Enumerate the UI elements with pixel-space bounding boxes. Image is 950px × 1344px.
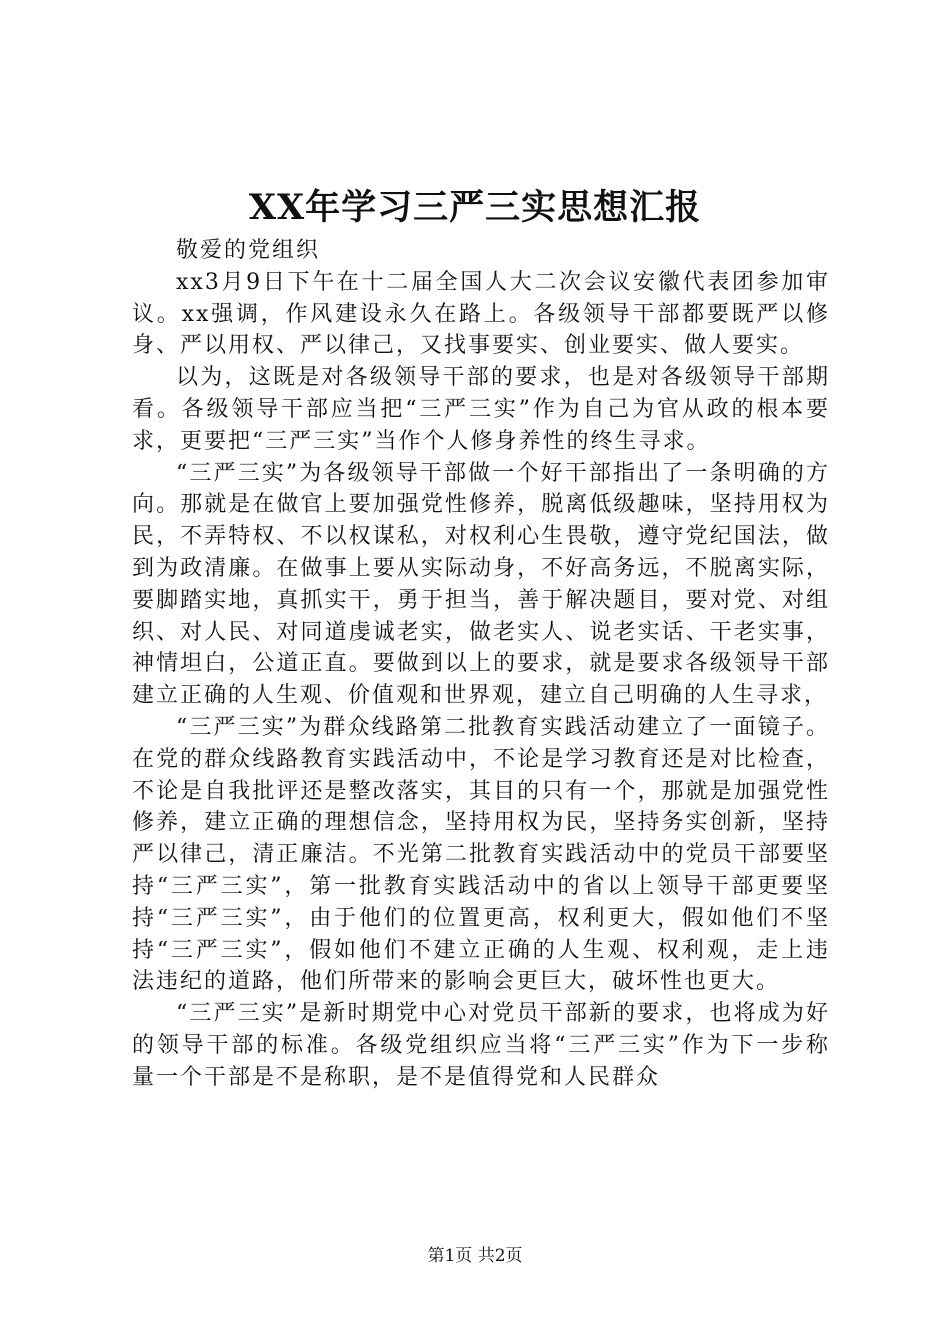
document-title: XX年学习三严三实思想汇报 — [248, 187, 702, 228]
document-body — [132, 235, 830, 1094]
paragraph-4: “三严三实”为群众线路第二批教育实践活动建立了一面镜子。在党的群众线路教育实践活动中，不论是学习教育还是对比检查，不论是自我批评还是整改落实，其目的只有一个，那就是加强党性修养，建立正确的理想信念，坚持用权为民，坚持务实创新，坚持严以律己，清正廉洁。不光第二批教育实践活动中的党员干部要坚持“三严三实”，第一批教育实践活动中的省以上领导干部更要坚持“三严三实”，由于他们的位置更高，权利更大，假如他们不坚持“三严三实”，假如他们不建立正确的人生观、权利观，走上违法违纪的道路，他们所带来的影响会更巨大，破坏性也更大。 — [132, 714, 830, 995]
paragraph-1: xx3月9日下午在十二届全国人大二次会议安徽代表团参加审议。xx强调，作风建设永久在路上。各级领导干部都要既严以修身、严以用权、严以律己，又找事要实、创业要实、做人要实。 — [132, 269, 830, 359]
page-number-footer: 第1页 共2页 — [427, 1246, 523, 1266]
paragraph-5: “三严三实”是新时期党中心对党员干部新的要求，也将成为好的领导干部的标准。各级党组织应当将“三严三实”作为下一步称量一个干部是不是称职，是不是值得党和人民群众 — [132, 1001, 830, 1090]
paragraph-3: “三严三实”为各级领导干部做一个好干部指出了一条明确的方向。那就是在做官上要加强党性修养，脱离低级趣味，坚持用权为民，不弄特权、不以权谋私，对权利心生畏敬，遵守党纪国法，做到为政清廉。在做事上要从实际动身，不好高务远，不脱离实际，要脚踏实地，真抓实干，勇于担当，善于解决题目，要对党、对组织、对人民、对同道虔诚老实，做老实人、说老实话、干老实事，神情坦白，公道正直。要做到以上的要求，就是要求各级领导干部建立正确的人生观、价值观和世界观，建立自己明确的人生寻求， — [132, 460, 830, 709]
paragraph-2: 以为，这既是对各级领导干部的要求，也是对各级领导干部期看。各级领导干部应当把“三严三实”作为自己为官从政的根本要求，更要把“三严三实”当作个人修身养性的终生寻求。 — [132, 365, 830, 454]
salutation: 敬爱的党组织 — [176, 238, 321, 263]
